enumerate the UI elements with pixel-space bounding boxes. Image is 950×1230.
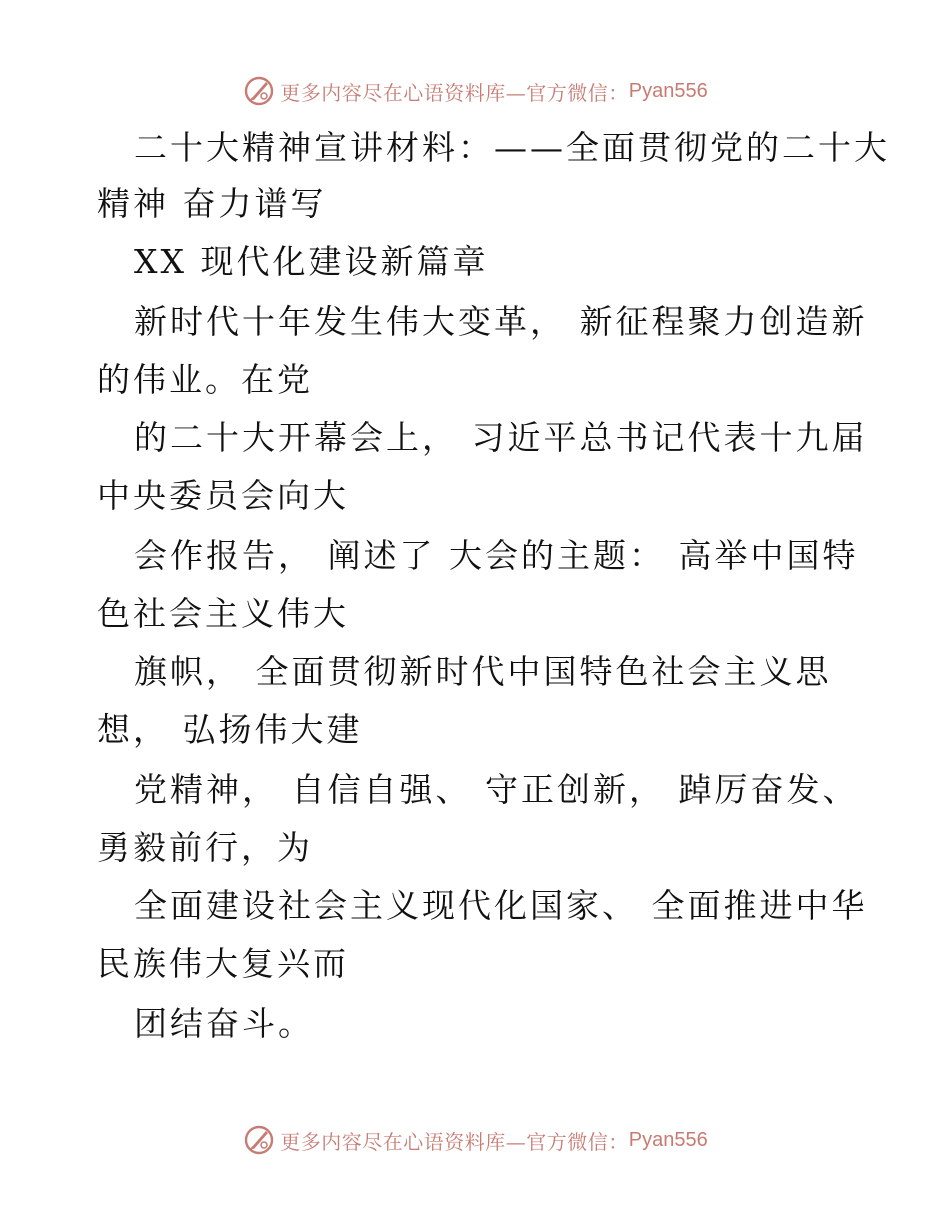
text-line: 的二十大开幕会上， 习近平总书记代表十九届: [134, 418, 868, 457]
text-line: 团结奋斗。: [134, 1004, 314, 1043]
watermark-text: 更多内容尽在心语资料库—官方微信：: [280, 80, 629, 105]
header-watermark: [0, 71, 950, 111]
text-line: 勇毅前行，为: [97, 828, 313, 867]
text-line: 全面建设社会主义现代化国家、 全面推进中华: [134, 886, 868, 925]
watermark-wechat-id: Pyan556: [628, 1128, 708, 1151]
text-line: 想， 弘扬伟大建: [97, 710, 363, 749]
watermark-wechat-id: Pyan556: [628, 79, 708, 102]
quill-logo-icon: [242, 1123, 276, 1157]
text-line: 会作报告， 阐述了 大会的主题： 高举中国特: [134, 536, 859, 575]
text-line: XX 现代化建设新篇章: [134, 242, 489, 281]
text-line: 民族伟大复兴而: [97, 944, 349, 983]
text-line: 中央委员会向大: [97, 476, 349, 515]
text-line: 新时代十年发生伟大变革， 新征程聚力创造新: [134, 302, 868, 341]
text-line: 二十大精神宣讲材料：——全面贯彻党的二十大: [134, 128, 890, 167]
text-line: 色社会主义伟大: [97, 594, 349, 633]
text-line: 精神 奋力谱写: [97, 184, 327, 223]
watermark-text: 更多内容尽在心语资料库—官方微信：: [280, 1129, 629, 1154]
text-line: 的伟业。在党: [97, 360, 313, 399]
footer-watermark: [0, 1120, 950, 1160]
text-line: 旗帜， 全面贯彻新时代中国特色社会主义思: [134, 652, 832, 691]
quill-logo-icon: [242, 74, 276, 108]
text-line: 党精神， 自信自强、 守正创新， 踔厉奋发、: [134, 770, 859, 809]
